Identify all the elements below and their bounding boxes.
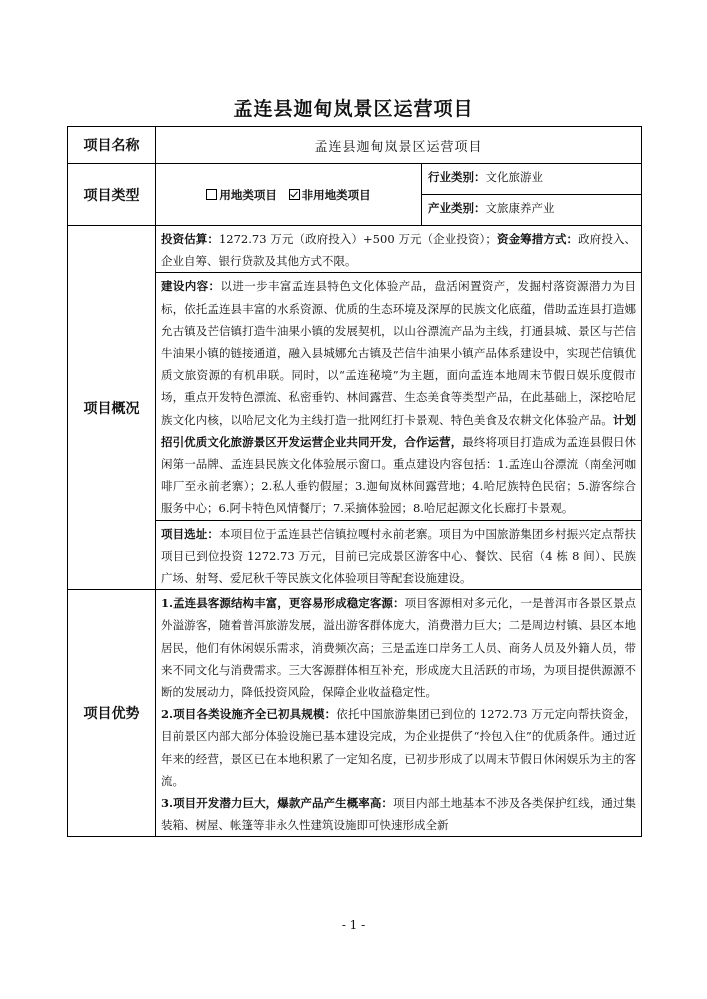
option-land-use-label: 用地类项目 — [219, 187, 277, 202]
row-overview-invest — [68, 226, 642, 273]
advantage-2-title: 2.项目各类设施齐全已初具规模： — [161, 707, 337, 722]
sector-label: 产业类别： — [428, 201, 486, 215]
invest-text: 1272.73 万元（政府投入）+500 万元（企业投资）； — [218, 232, 497, 246]
advantage-1 — [161, 592, 636, 703]
content-text-1: 以进一步丰富孟连县特色文化体验产品，盘活闲置资产，发掘村落资源潜力为目标，依托孟连县丰富的水系资源、优质的生态环境及深厚的民族文化底蕴，借助孟连县打造娜允古镇及芒信镇打造牛油果小镇的发展契机，以山谷漂流产品为主线，打通县城、景区与芒信牛油果小镇的链接通道，融入县城娜允古镇及芒信牛油果小镇产品体系建设中，实现芒信镇优质文旅资源的有机串联。同时，以“孟连秘境”为主题，面向孟连本地周末节假日娱乐度假市场，重点开发特色漂流、私密垂钓、林间露营、生态美食等类型产品，在此基础上，深挖哈尼族文化内核，以哈尼文化为主线打造一批网红打卡景观、特色美食及农耕文化体验产品。 — [161, 279, 637, 427]
content-bold: 计划招引优质文化旅游景区开发运营企业共同开发，合作运营， — [161, 412, 637, 449]
industry-label: 行业类别： — [428, 170, 486, 184]
advantages-label: 项目优势 — [68, 590, 156, 837]
construction-content-cell — [156, 273, 642, 520]
checkbox-icon — [206, 189, 217, 200]
project-type-options — [156, 164, 422, 226]
invest-label: 投资估算： — [161, 232, 219, 246]
industry-category — [422, 164, 642, 195]
advantage-2 — [161, 703, 636, 792]
project-table — [67, 126, 642, 837]
option-non-land-use — [289, 188, 371, 202]
document-title: 孟连县迦甸岚景区运营项目 — [233, 98, 474, 120]
content-text-2: 最终将项目打造成为孟连县假日休闲第一品牌、孟连县民族文化体验展示窗口。重点建设内容包括：1.孟连山谷漂流（南垒河咖啡厂至永前老寨）；2.私人垂钓假屋；3.迦甸岚林间露营地；4.哈尼族特色民宿；5.游客综合服务中心；6.阿卡特色风情餐厅；7.采摘体验园；8.哈尼起源文化长廊打卡景观。 — [161, 434, 637, 516]
row-advantages — [68, 590, 642, 837]
advantage-3-title: 3.项目开发潜力巨大，爆款产品产生概率高： — [161, 796, 394, 811]
industry-value: 文化旅游业 — [485, 170, 543, 184]
option-non-land-use-label: 非用地类项目 — [301, 187, 371, 202]
advantage-1-title: 1.孟连县客源结构丰富，更容易形成稳定客源： — [161, 596, 405, 611]
site-cell — [156, 520, 642, 590]
row-project-name — [68, 127, 642, 164]
project-name-value: 孟连县迦甸岚景区运营项目 — [156, 127, 642, 164]
fund-text: 政府投入、企业自筹、银行贷款及其他方式不限。 — [161, 232, 637, 269]
advantage-2-text: 依托中国旅游集团已到位的 1272.73 万元定向帮扶资金，目前景区内部大部分体验设施已基本建设完成，为企业提供了“拎包入住”的优质条件。通过近年来的经营，景区已在本地积累了一定知名度，已初步形成了以周末节假日休闲娱乐为主的客流。 — [161, 707, 637, 788]
sector-value: 文旅康养产业 — [485, 201, 555, 215]
advantages-cell — [156, 590, 642, 837]
advantage-3 — [161, 792, 636, 836]
row-project-type-1 — [68, 164, 642, 195]
advantage-3-text: 项目内部土地基本不涉及各类保护红线，通过集装箱、树屋、帐篷等非永久性建筑设施即可快速形成全新 — [161, 796, 637, 833]
site-label: 项目选址： — [161, 526, 219, 541]
overview-label: 项目概况 — [68, 226, 156, 590]
project-type-label: 项目类型 — [68, 164, 156, 226]
fund-label: 资金筹措方式： — [496, 232, 579, 246]
project-name-label: 项目名称 — [68, 127, 156, 164]
content-label: 建设内容： — [161, 279, 221, 294]
site-text: 本项目位于孟连县芒信镇拉嘎村永前老寨。项目为中国旅游集团乡村振兴定点帮扶项目已到位投资 1272.73 万元，目前已完成景区游客中心、餐饮、民宿（4 栋 8 间）、民族广场、射弩、爱尼秋千等民族文化体验项目等配套设施建设。 — [161, 526, 637, 586]
advantage-1-text: 项目客源相对多元化，一是普洱市各景区景点外溢游客，随着普洱旅游发展，溢出游客群体庞大，消费潜力巨大；二是周边村镇、县区本地居民，他们有休闲娱乐需求，消费频次高；三是孟连口岸务工人员、商务人员及外籍人员，带来不同文化与消费需求。三大客源群体相互补充，形成庞大且活跃的市场，为项目提供源源不断的发展动力，降低投资风险，保障企业收益稳定性。 — [161, 596, 637, 700]
sector-category — [422, 195, 642, 226]
checked-checkbox-icon — [289, 189, 300, 200]
investment-cell — [156, 226, 642, 273]
page-number: - 1 - — [341, 918, 366, 932]
option-land-use — [206, 188, 280, 202]
